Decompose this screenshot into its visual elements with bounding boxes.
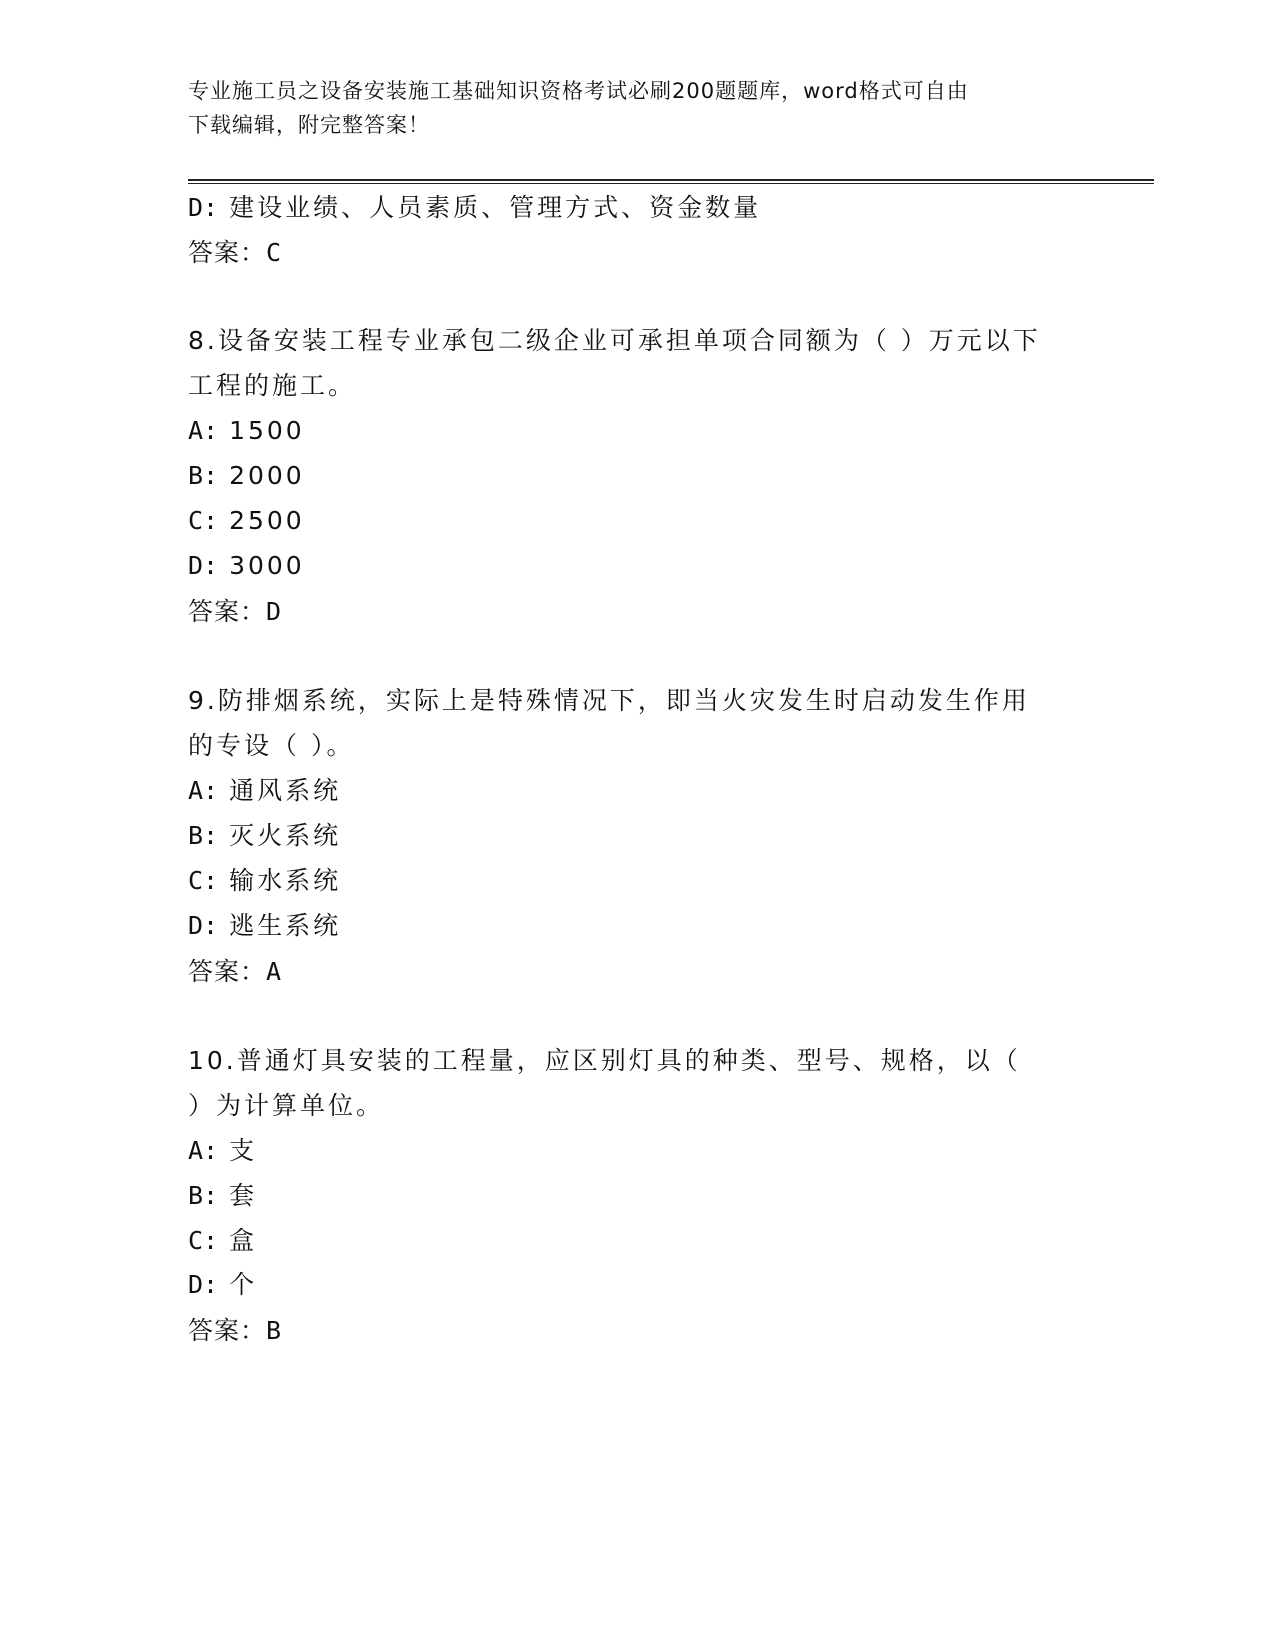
- option-label: C:: [188, 506, 219, 535]
- option-text: 灭火系统: [229, 821, 342, 850]
- question-8-answer: [188, 595, 281, 629]
- option-label: B:: [188, 1181, 219, 1210]
- option-text: 套: [229, 1181, 258, 1210]
- option-label: B:: [188, 461, 219, 490]
- question-9-answer: [188, 955, 281, 989]
- option-label: C:: [188, 1226, 219, 1255]
- option-text: 3000: [229, 551, 305, 580]
- option-text: 1500: [229, 416, 305, 445]
- option-label: A:: [188, 416, 219, 445]
- answer-label: 答案：: [188, 1316, 267, 1345]
- question-8-option-a: [188, 414, 305, 448]
- question-9-option-c: [188, 864, 341, 898]
- header-line-1: 专业施工员之设备安装施工基础知识资格考试必刷200题题库，word格式可自由: [188, 79, 969, 103]
- header-divider-thick: [188, 179, 1154, 181]
- option-text: 建设业绩、人员素质、管理方式、资金数量: [229, 193, 762, 222]
- prev-answer: [188, 236, 281, 270]
- answer-value: A: [266, 957, 282, 986]
- option-label: C:: [188, 866, 219, 895]
- answer-label: 答案：: [188, 597, 267, 626]
- question-9-option-a: [188, 774, 341, 808]
- option-label: D:: [188, 551, 219, 580]
- question-9-text-line-1: 9.防排烟系统，实际上是特殊情况下，即当火灾发生时启动发生作用: [188, 686, 1030, 715]
- question-10-option-b: [188, 1179, 257, 1213]
- option-label: A:: [188, 776, 219, 805]
- header-line-2: 下载编辑，附完整答案！: [188, 113, 430, 137]
- option-text: 通风系统: [229, 776, 342, 805]
- question-10-text-line-1: 10.普通灯具安装的工程量，应区别灯具的种类、型号、规格，以（: [188, 1046, 1021, 1075]
- question-10-option-a: [188, 1134, 257, 1168]
- answer-value: D: [266, 597, 282, 626]
- question-8-option-c: [188, 504, 305, 538]
- option-label: D:: [188, 193, 219, 222]
- option-text: 盒: [229, 1226, 258, 1255]
- question-8-option-b: [188, 459, 305, 493]
- question-10-text-line-2: ）为计算单位。: [188, 1091, 385, 1120]
- option-label: B:: [188, 821, 219, 850]
- document-header: [188, 74, 1068, 142]
- question-9-option-b: [188, 819, 341, 853]
- question-8-text-line-1: 8.设备安装工程专业承包二级企业可承担单项合同额为（ ）万元以下: [188, 326, 1041, 355]
- option-label: D:: [188, 911, 219, 940]
- option-text: 逃生系统: [229, 911, 342, 940]
- option-text: 2500: [229, 506, 305, 535]
- question-10-option-c: [188, 1224, 257, 1258]
- answer-label: 答案：: [188, 957, 267, 986]
- option-text: 2000: [229, 461, 305, 490]
- answer-label: 答案：: [188, 238, 267, 267]
- question-9-text-line-2: 的专设（ ）。: [188, 731, 355, 760]
- option-text: 个: [229, 1270, 258, 1299]
- question-10-answer: [188, 1314, 281, 1348]
- prev-option-d: [188, 191, 761, 225]
- question-10-option-d: [188, 1268, 257, 1302]
- option-text: 支: [229, 1136, 258, 1165]
- option-label: D:: [188, 1270, 219, 1299]
- answer-value: B: [266, 1316, 282, 1345]
- answer-value: C: [266, 238, 282, 267]
- question-9-option-d: [188, 909, 341, 943]
- question-8-text-line-2: 工程的施工。: [188, 371, 357, 400]
- option-label: A:: [188, 1136, 219, 1165]
- header-divider-thin: [188, 183, 1154, 184]
- question-8-option-d: [188, 549, 305, 583]
- option-text: 输水系统: [229, 866, 342, 895]
